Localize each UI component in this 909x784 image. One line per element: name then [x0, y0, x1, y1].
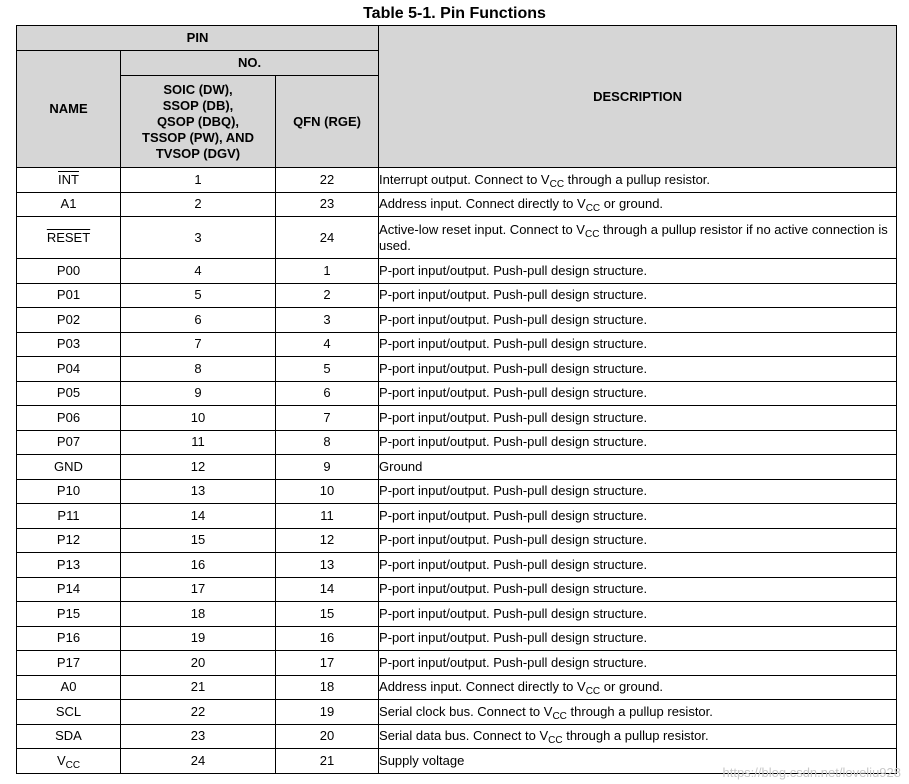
- pin-description: [379, 381, 897, 406]
- pin-name: RESET: [46, 229, 91, 245]
- description-text: P-port input/output. Push-pull design structure.: [379, 507, 648, 523]
- table-row: [17, 626, 897, 651]
- pin-name: P06: [56, 409, 81, 425]
- pin-number-soic: 23: [121, 724, 276, 749]
- pin-description: [379, 724, 897, 749]
- table-row: [17, 455, 897, 480]
- pin-description: [379, 308, 897, 333]
- pin-number-qfn: 17: [276, 651, 379, 676]
- header-soic: [121, 76, 276, 168]
- header-pin: PIN: [17, 26, 379, 51]
- pin-name-cell: [17, 283, 121, 308]
- pin-name: SCL: [55, 703, 82, 719]
- pin-description: [379, 675, 897, 700]
- pin-number-soic: 9: [121, 381, 276, 406]
- description-text: P-port input/output. Push-pull design structure.: [379, 311, 648, 327]
- table-row: [17, 602, 897, 627]
- pin-name-cell: [17, 406, 121, 431]
- pin-name: A0: [60, 679, 77, 695]
- table-row: [17, 168, 897, 193]
- pin-description: [379, 455, 897, 480]
- table-row: [17, 724, 897, 749]
- pin-description: [379, 332, 897, 357]
- description-text: P-port input/output. Push-pull design structure.: [379, 532, 648, 548]
- pin-number-qfn: 14: [276, 577, 379, 602]
- header-qfn: QFN (RGE): [276, 76, 379, 168]
- table-row: [17, 357, 897, 382]
- description-text: through a pullup resistor.: [564, 171, 711, 187]
- description-subscript: CC: [548, 735, 563, 747]
- description-text: Serial data bus. Connect to V: [379, 728, 549, 744]
- pin-name: V: [56, 752, 66, 768]
- pin-number-qfn: 12: [276, 528, 379, 553]
- description-text: or ground.: [600, 679, 664, 695]
- pin-number-qfn: 2: [276, 283, 379, 308]
- pin-description: [379, 357, 897, 382]
- pin-description: [379, 651, 897, 676]
- pin-name-cell: [17, 259, 121, 284]
- pin-name: P14: [56, 581, 81, 597]
- header-no: NO.: [121, 51, 379, 76]
- pin-number-qfn: 7: [276, 406, 379, 431]
- pin-name: SDA: [55, 728, 82, 744]
- pin-name: P17: [56, 654, 81, 670]
- pin-name: P13: [56, 556, 81, 572]
- table-row: [17, 192, 897, 217]
- table-row: [17, 577, 897, 602]
- pin-description: [379, 528, 897, 553]
- pin-number-soic: 6: [121, 308, 276, 333]
- pin-description: [379, 217, 897, 259]
- pin-name-cell: [17, 332, 121, 357]
- pin-description: [379, 553, 897, 578]
- pin-name: P02: [56, 311, 81, 327]
- pin-name-subscript: CC: [65, 759, 81, 771]
- pin-number-qfn: 23: [276, 192, 379, 217]
- description-text: Serial clock bus. Connect to V: [379, 703, 553, 719]
- pin-name-cell: [17, 553, 121, 578]
- pin-name-cell: [17, 430, 121, 455]
- description-subscript: CC: [584, 228, 600, 240]
- pin-number-soic: 8: [121, 357, 276, 382]
- pin-name: P01: [56, 287, 81, 303]
- description-text: P-port input/output. Push-pull design structure.: [379, 336, 648, 352]
- pin-description: [379, 283, 897, 308]
- description-text: P-port input/output. Push-pull design structure.: [379, 385, 648, 401]
- pin-number-qfn: 16: [276, 626, 379, 651]
- pin-description: [379, 700, 897, 725]
- pin-name: P05: [56, 385, 81, 401]
- pin-name-cell: [17, 724, 121, 749]
- table-row: [17, 553, 897, 578]
- description-text: P-port input/output. Push-pull design structure.: [379, 654, 648, 670]
- pin-name-cell: [17, 626, 121, 651]
- table-row: [17, 308, 897, 333]
- pin-description: [379, 626, 897, 651]
- table-row: [17, 381, 897, 406]
- header-soic-line: TVSOP (DGV): [155, 145, 241, 161]
- header-soic-line: QSOP (DBQ),: [156, 113, 240, 129]
- pin-number-soic: 4: [121, 259, 276, 284]
- description-text: P-port input/output. Push-pull design structure.: [379, 360, 648, 376]
- pin-number-soic: 11: [121, 430, 276, 455]
- description-text: P-port input/output. Push-pull design structure.: [379, 287, 648, 303]
- pin-number-qfn: 22: [276, 168, 379, 193]
- table-row: [17, 259, 897, 284]
- pin-name-cell: [17, 357, 121, 382]
- table-row: [17, 675, 897, 700]
- table-row: [17, 479, 897, 504]
- description-text: Active-low reset input. Connect to V: [379, 221, 585, 237]
- pin-number-soic: 12: [121, 455, 276, 480]
- pin-name: $\overline{INT}$: [58, 171, 79, 187]
- description-text: P-port input/output. Push-pull design structure.: [379, 409, 648, 425]
- table-row: [17, 700, 897, 725]
- pin-name: P12: [56, 532, 81, 548]
- description-text: P-port input/output. Push-pull design structure.: [379, 556, 648, 572]
- table-row: [17, 283, 897, 308]
- table-row: [17, 406, 897, 431]
- pin-description: [379, 430, 897, 455]
- table-title: Table 5-1. Pin Functions: [363, 5, 546, 22]
- pin-name-cell: [17, 602, 121, 627]
- pin-number-qfn: 13: [276, 553, 379, 578]
- pin-number-qfn: 1: [276, 259, 379, 284]
- pin-number-qfn: 19: [276, 700, 379, 725]
- pin-description: [379, 504, 897, 529]
- pin-number-soic: 18: [121, 602, 276, 627]
- pin-number-soic: 13: [121, 479, 276, 504]
- description-subscript: CC: [585, 203, 601, 215]
- description-text: P-port input/output. Push-pull design structure.: [379, 434, 648, 450]
- pin-description: [379, 168, 897, 193]
- pin-number-soic: 19: [121, 626, 276, 651]
- description-text: Interrupt output. Connect to V: [379, 171, 550, 187]
- description-text: through a pullup resistor.: [566, 703, 713, 719]
- pin-name-cell: [17, 455, 121, 480]
- pin-name-cell: [17, 675, 121, 700]
- pin-number-qfn: 20: [276, 724, 379, 749]
- pin-number-soic: 20: [121, 651, 276, 676]
- pin-name: P16: [56, 630, 81, 646]
- table-row: [17, 528, 897, 553]
- pin-number-soic: 15: [121, 528, 276, 553]
- header-soic-line: SSOP (DB),: [162, 97, 234, 113]
- description-text: through a pullup resistor.: [562, 728, 709, 744]
- table-body: [17, 168, 897, 774]
- pin-number-soic: 17: [121, 577, 276, 602]
- pin-number-qfn: 11: [276, 504, 379, 529]
- pin-name-cell: [17, 651, 121, 676]
- pin-name-cell: [17, 700, 121, 725]
- description-text: Supply voltage: [379, 752, 465, 768]
- pin-name: P04: [56, 360, 81, 376]
- pin-number-qfn: 21: [276, 749, 379, 774]
- description-text: Ground: [379, 458, 423, 474]
- pin-name-cell: [17, 308, 121, 333]
- pin-number-soic: 5: [121, 283, 276, 308]
- table-row: [17, 430, 897, 455]
- pin-name-cell: [17, 528, 121, 553]
- pin-number-soic: 22: [121, 700, 276, 725]
- pin-number-qfn: 4: [276, 332, 379, 357]
- pin-name-cell: [17, 504, 121, 529]
- pin-description: [379, 577, 897, 602]
- pin-name: P11: [57, 507, 80, 523]
- description-text: Address input. Connect directly to V: [379, 196, 586, 212]
- pin-number-qfn: 3: [276, 308, 379, 333]
- pin-description: [379, 602, 897, 627]
- table-row: [17, 217, 897, 259]
- description-text: or ground.: [600, 196, 664, 212]
- description-text: P-port input/output. Push-pull design structure.: [379, 483, 648, 499]
- pin-name: P03: [56, 336, 81, 352]
- watermark: https://blog.csdn.net/loveliu928: [722, 765, 901, 780]
- pin-name: P07: [56, 434, 81, 450]
- pin-number-qfn: 24: [276, 217, 379, 259]
- description-text: Address input. Connect directly to V: [379, 679, 586, 695]
- header-name: NAME: [17, 51, 121, 168]
- pin-name: P00: [56, 262, 81, 278]
- pin-number-soic: 21: [121, 675, 276, 700]
- table-row: [17, 504, 897, 529]
- pin-description: [379, 259, 897, 284]
- pin-number-soic: 1: [121, 168, 276, 193]
- pin-name-cell: [17, 381, 121, 406]
- pin-number-qfn: 15: [276, 602, 379, 627]
- header-soic-line: SOIC (DW),: [163, 81, 233, 97]
- header-description: DESCRIPTION: [379, 26, 897, 168]
- description-text: P-port input/output. Push-pull design structure.: [379, 605, 648, 621]
- header-soic-line: TSSOP (PW), AND: [142, 129, 254, 145]
- pin-name-cell: [17, 217, 121, 259]
- pin-number-soic: 7: [121, 332, 276, 357]
- description-text: through a pullup resistor if no active connection is used.: [379, 221, 888, 253]
- description-text: P-port input/output. Push-pull design structure.: [379, 262, 648, 278]
- pin-name: P15: [56, 605, 81, 621]
- description-text: P-port input/output. Push-pull design structure.: [379, 581, 648, 597]
- pin-description: [379, 192, 897, 217]
- pin-number-soic: 2: [121, 192, 276, 217]
- pin-functions-table: [16, 25, 897, 774]
- description-subscript: CC: [552, 710, 567, 722]
- pin-name-cell: [17, 577, 121, 602]
- pin-number-soic: 16: [121, 553, 276, 578]
- pin-number-qfn: 9: [276, 455, 379, 480]
- pin-number-soic: 10: [121, 406, 276, 431]
- pin-number-soic: 14: [121, 504, 276, 529]
- pin-number-soic: 24: [121, 749, 276, 774]
- table-row: [17, 332, 897, 357]
- table-row: [17, 651, 897, 676]
- pin-name-cell: [17, 749, 121, 774]
- pin-name-cell: [17, 168, 121, 193]
- pin-number-qfn: 10: [276, 479, 379, 504]
- pin-number-qfn: 5: [276, 357, 379, 382]
- description-subscript: CC: [585, 686, 601, 698]
- pin-number-qfn: 6: [276, 381, 379, 406]
- pin-name: A1: [60, 196, 77, 212]
- pin-number-soic: 3: [121, 217, 276, 259]
- description-text: P-port input/output. Push-pull design structure.: [379, 630, 648, 646]
- pin-name: GND: [54, 458, 83, 474]
- pin-name: P10: [56, 483, 81, 499]
- pin-name-cell: [17, 479, 121, 504]
- pin-description: [379, 479, 897, 504]
- pin-name-cell: [17, 192, 121, 217]
- pin-description: [379, 406, 897, 431]
- description-subscript: CC: [549, 178, 565, 190]
- pin-number-qfn: 18: [276, 675, 379, 700]
- pin-number-qfn: 8: [276, 430, 379, 455]
